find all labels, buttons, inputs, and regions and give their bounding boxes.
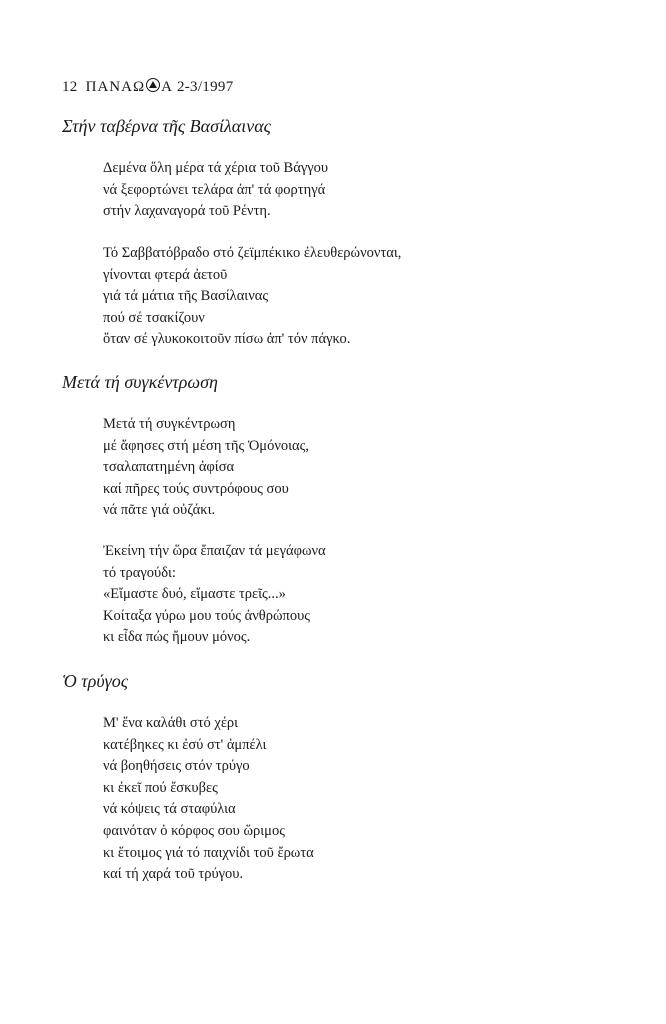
- poem-line: στήν λαχαναγορά τοῦ Ρέντη.: [103, 203, 271, 220]
- poem-stanza: [103, 243, 401, 351]
- poem-title: Μετά τή συγκέντρωση: [62, 372, 218, 392]
- poem-line: τό τραγούδι:: [103, 564, 176, 581]
- poem-line: πού σέ τσακίζουν: [103, 309, 205, 326]
- poem-line: Ἐκείνη τήν ὥρα ἔπαιζαν τά μεγάφωνα: [103, 543, 326, 559]
- poem-stanza: [103, 713, 314, 886]
- poem-line: γιά τά μάτια τῆς Βασίλαινας: [103, 288, 269, 305]
- poem-line: κατέβηκες κι ἐσύ στ' ἀμπέλι: [103, 736, 267, 753]
- poem-line: «Εἴμαστε δυό, εἴμαστε τρεῖς...»: [103, 586, 286, 603]
- issue-number: 2-3/1997: [176, 79, 234, 95]
- poem-line: Δεμένα ὅλη μέρα τά χέρια τοῦ Βάγγου: [103, 160, 329, 176]
- poem-line: ὅταν σέ γλυκοκοιτοῦν πίσω ἀπ' τόν πάγκο.: [103, 331, 351, 348]
- poem-stanza: [103, 541, 326, 649]
- page-number: 12: [62, 79, 78, 95]
- poem-line: Μετά τή συγκέντρωση: [103, 416, 236, 432]
- poem-line: φαινόταν ὁ κόρφος σου ὥριμος: [103, 822, 285, 839]
- poem-line: μέ ἄφησες στή μέση τῆς Ὁμόνοιας,: [103, 437, 309, 454]
- poem-line: γίνονται φτερά ἀετοῦ: [103, 266, 228, 283]
- journal-title-right: Α: [161, 79, 173, 95]
- poem-line: καί πῆρες τούς συντρόφους σου: [103, 480, 289, 497]
- poem-line: Μ' ἕνα καλάθι στό χέρι: [103, 715, 239, 731]
- running-head: [62, 78, 234, 96]
- journal-logo-icon: [146, 78, 160, 92]
- poem-line: κι εἶδα πώς ἤμουν μόνος.: [103, 629, 251, 646]
- poem-stanza: [103, 414, 309, 522]
- journal-title-left: ΠΑΝΑΩ: [85, 79, 146, 95]
- poem-line: νά κόψεις τά σταφύλια: [103, 801, 236, 818]
- poem-title: Ὁ τρύγος: [62, 671, 128, 691]
- poem-stanza: [103, 158, 328, 223]
- poem-line: καί τή χαρά τοῦ τρύγου.: [103, 866, 244, 883]
- poem-line: κι ἐκεῖ πού ἔσκυβες: [103, 779, 218, 796]
- poem-line: τσαλαπατημένη ἀφίσα: [103, 459, 235, 476]
- poem-line: νά πᾶτε γιά οὐζάκι.: [103, 502, 216, 519]
- poem-line: Κοίταξα γύρω μου τούς ἀνθρώπους: [103, 607, 311, 624]
- journal-title: [86, 79, 173, 95]
- poem-line: νά βοηθήσεις στόν τρύγο: [103, 758, 250, 775]
- poem-line: Τό Σαββατόβραδο στό ζεϊμπέκικο ἐλευθερώνονται,: [103, 245, 402, 261]
- poem-line: νά ξεφορτώνει τελάρα ἀπ' τά φορτηγά: [103, 181, 326, 198]
- poem-title: Στήν ταβέρνα τῆς Βασίλαινας: [62, 116, 271, 136]
- poem-line: κι ἕτοιμος γιά τό παιχνίδι τοῦ ἔρωτα: [103, 844, 314, 861]
